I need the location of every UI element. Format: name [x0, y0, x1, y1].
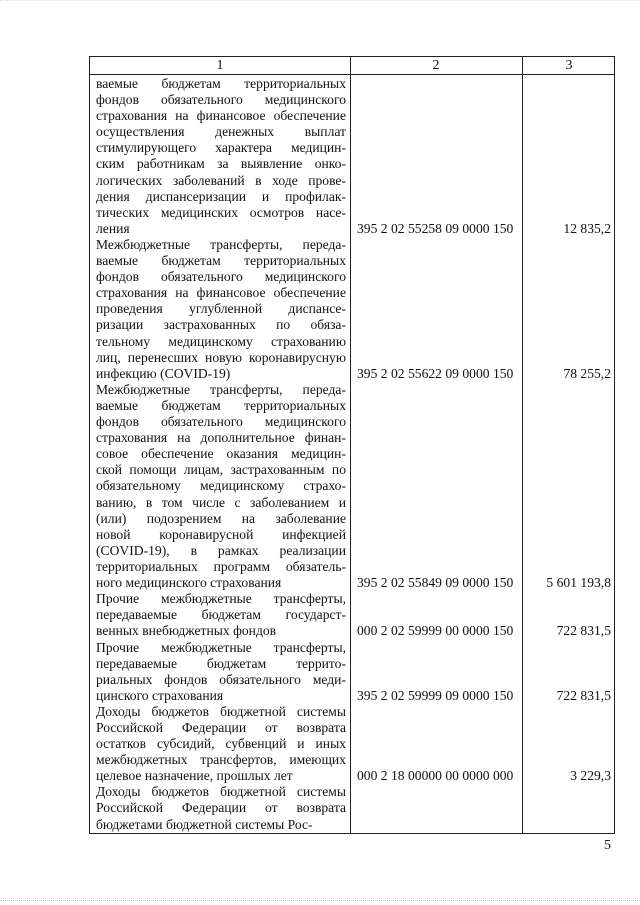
amount-value: 722 831,5: [556, 623, 611, 639]
description-line: Прочие межбюджетные трансферты,: [96, 591, 346, 607]
row-description: [96, 640, 346, 704]
description-line: (COVID-19), в рамках реализации: [96, 542, 346, 558]
description-line: ризации застрахованных по обяза-: [96, 317, 346, 333]
row-description: [96, 704, 346, 784]
description-line: новой коронавирусной инфекцией: [96, 526, 346, 542]
description-line: тельному медицинскому страхованию: [96, 333, 346, 349]
description-line: территориальных программ обязатель-: [96, 558, 346, 574]
column-divider-1: [350, 57, 351, 833]
description-line: ления: [96, 220, 130, 236]
description-line: ваемые бюджетам территориальных: [96, 253, 346, 269]
amount-value: 78 255,2: [563, 365, 611, 381]
description-line: целевое назначение, прошлых лет: [96, 768, 293, 784]
row-description: [96, 237, 346, 382]
description-line: передаваемые бюджетам террито-: [96, 655, 346, 671]
column-header-3: 3: [565, 58, 573, 73]
description-line: риальных фондов обязательного меди-: [96, 671, 346, 687]
column-header-2: 2: [432, 58, 440, 73]
column-header-1: 1: [216, 58, 224, 73]
description-line: фондов обязательного медицинского: [96, 414, 346, 430]
description-line: проведения углубленной диспансе-: [96, 301, 346, 317]
description-line: страхования на финансовое обеспечение: [96, 285, 346, 301]
description-line: стимулирующего характера медицин-: [96, 140, 346, 156]
description-line: ским работникам за выявление онко-: [96, 156, 346, 172]
description-line: ской помощи лицам, застрахованным по: [96, 462, 346, 478]
scan-edge-top: [0, 0, 640, 1]
budget-code: 395 2 02 55622 09 0000 150: [357, 365, 514, 381]
description-line: логических заболеваний в ходе прове-: [96, 172, 346, 188]
description-line: ного медицинского страхования: [96, 575, 282, 591]
description-line: фондов обязательного медицинского: [96, 92, 346, 108]
description-line: ваемые бюджетам территориальных: [96, 397, 346, 413]
row-description: [96, 76, 346, 237]
description-line: фондов обязательного медицинского: [96, 269, 346, 285]
budget-code: 395 2 02 59999 09 0000 150: [357, 687, 514, 703]
header-divider: [90, 74, 614, 75]
amount-value: 722 831,5: [556, 687, 611, 703]
amount-value: 5 601 193,8: [546, 575, 611, 591]
row-description: [96, 591, 346, 639]
scan-edge-bottom: [0, 900, 640, 901]
description-line: лиц, перенесших новую коронавирусную: [96, 349, 346, 365]
description-line: цинского страхования: [96, 687, 224, 703]
description-line: обязательному медицинскому страхо-: [96, 478, 346, 494]
description-line: осуществления денежных выплат: [96, 124, 346, 140]
budget-code: 395 2 02 55849 09 0000 150: [357, 575, 514, 591]
amount-value: 12 835,2: [563, 220, 611, 236]
budget-table: [89, 56, 615, 834]
amount-value: 3 229,3: [570, 768, 611, 784]
description-line: Доходы бюджетов бюджетной системы: [96, 784, 346, 800]
description-line: страхования на дополнительное финан-: [96, 430, 346, 446]
description-line: ванию, в том числе с заболеванием и: [96, 494, 346, 510]
description-line: Российской Федерации от возврата: [96, 719, 346, 735]
budget-code: 000 2 02 59999 00 0000 150: [357, 623, 514, 639]
budget-code: 000 2 18 00000 00 0000 000: [357, 768, 514, 784]
description-line: бюджетами бюджетной системы Рос-: [96, 816, 313, 832]
budget-code: 395 2 02 55258 09 0000 150: [357, 220, 514, 236]
column-divider-2: [522, 57, 523, 833]
description-line: дения диспансеризации и профилак-: [96, 188, 346, 204]
row-description: [96, 382, 346, 591]
row-description: [96, 784, 346, 832]
description-line: Межбюджетные трансферты, переда-: [96, 237, 346, 252]
description-line: Прочие межбюджетные трансферты,: [96, 639, 346, 655]
description-line: страхования на финансовое обеспечение: [96, 108, 346, 124]
description-line: Доходы бюджетов бюджетной системы: [96, 703, 346, 719]
description-line: совое обеспечение оказания медицин-: [96, 446, 346, 462]
description-line: инфекцию (COVID-19): [96, 365, 231, 381]
description-line: тических медицинских осмотров насе-: [96, 204, 346, 220]
description-line: венных внебюджетных фондов: [96, 623, 277, 639]
description-line: ваемые бюджетам территориальных: [96, 76, 346, 91]
description-line: (или) подозрением на заболевание: [96, 510, 346, 526]
page-number: 5: [604, 838, 611, 853]
description-line: Межбюджетные трансферты, переда-: [96, 381, 346, 397]
description-line: Российской Федерации от возврата: [96, 800, 346, 816]
description-line: остатков субсидий, субвенций и иных: [96, 736, 346, 752]
description-line: межбюджетных трансфертов, имеющих: [96, 752, 346, 768]
description-line: передаваемые бюджетам государст-: [96, 607, 346, 623]
